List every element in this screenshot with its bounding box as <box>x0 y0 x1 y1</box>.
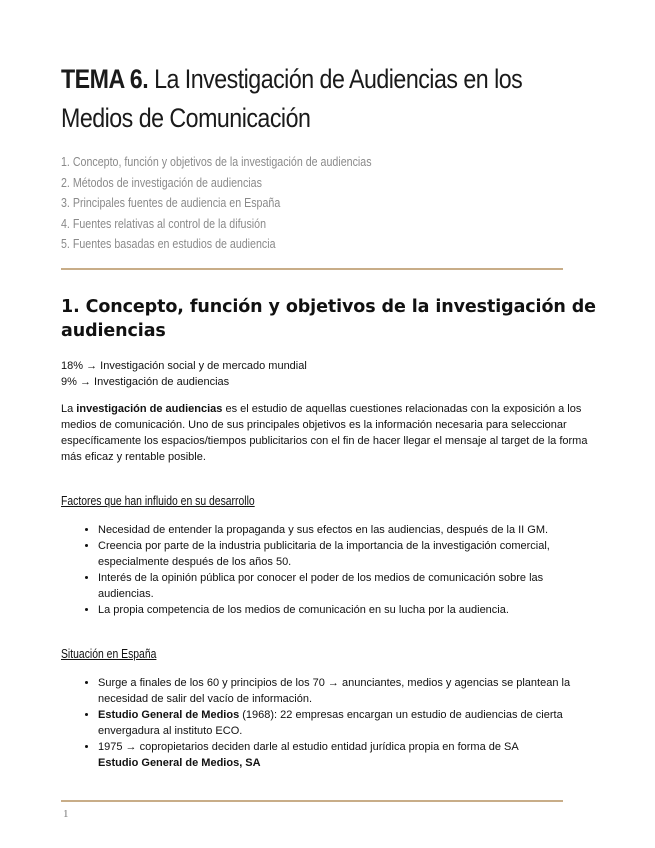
list-item <box>98 707 596 739</box>
stat-line <box>61 374 596 390</box>
list-item-bold: Estudio General de Medios <box>98 708 240 721</box>
list-item <box>98 739 596 771</box>
stat-line <box>61 358 596 374</box>
subheading-factores: Factores que han influido en su desarrollo <box>61 492 255 508</box>
footer-divider <box>61 800 563 802</box>
list-item: • Necesidad de entender la propaganda y sus efectos en las audiencias, después de la II GM. <box>98 522 596 538</box>
page-number: 1 <box>63 808 69 820</box>
list-item: • Creencia por parte de la industria publicitaria de la importancia de la investigación comercial, especialmente después de los años 50. <box>98 538 596 570</box>
list-item-text: 1975 → copropietarios deciden darle al estudio entidad jurídica propia en forma de SA <box>98 740 519 753</box>
intro-bold-term: investigación de audiencias <box>76 402 223 415</box>
title-text: La Investigación de Audiencias en los Medios de Comunicación <box>61 64 523 133</box>
intro-post: es el estudio de aquellas cuestiones relacionadas con la exposición a los medios de comunicación. Uno de sus principales objetivos es la información necesaria para seleccionar específicamente los espacios/tiempos publicitarios con el fin de hacer llegar el mensaje al target de la forma más eficaz y rentable posible. <box>61 402 588 463</box>
table-of-contents <box>61 152 596 255</box>
toc-item[interactable]: 5. Fuentes basadas en estudios de audiencia <box>61 236 276 251</box>
subheading-espana: Situación en España <box>61 645 157 661</box>
section-heading: 1. Concepto, función y objetivos de la investigación de audiencias <box>61 296 596 341</box>
toc-item[interactable]: 2. Métodos de investigación de audiencias <box>61 174 262 190</box>
factores-list <box>61 522 596 618</box>
page-content <box>61 60 596 771</box>
list-item: • La propia competencia de los medios de comunicación en su lucha por la audiencia. <box>98 602 596 618</box>
stat-percent: 9% <box>61 375 77 388</box>
toc-item[interactable]: 1. Concepto, función y objetivos de la investigación de audiencias <box>61 154 372 169</box>
toc-item[interactable]: 4. Fuentes relativas al control de la difusión <box>61 215 267 231</box>
list-item-bold: Estudio General de Medios, SA <box>98 756 261 769</box>
intro-pre: La <box>61 402 77 415</box>
stat-text: → Investigación de audiencias <box>76 375 230 388</box>
title-bold: TEMA 6. <box>61 64 149 94</box>
list-item-text: (1968): 22 empresas encargan un estudio de audiencias de cierta envergadura al instituto ECO. <box>98 708 563 737</box>
stat-percent: 18% <box>61 359 84 372</box>
list-item: • Surge a finales de los 60 y principios de los 70 → anunciantes, medios y agencias se plantean la necesidad de salir del vacío de información. <box>98 675 596 707</box>
espana-list <box>61 675 596 771</box>
stat-text: → Investigación social y de mercado mundial <box>83 359 307 372</box>
divider <box>61 268 563 270</box>
intro-paragraph <box>61 401 596 465</box>
stats-block <box>61 358 596 390</box>
toc-item[interactable]: 3. Principales fuentes de audiencia en España <box>61 195 281 210</box>
list-item: • Interés de la opinión pública por conocer el poder de los medios de comunicación sobre las audiencias. <box>98 570 596 602</box>
page-title <box>61 60 596 138</box>
